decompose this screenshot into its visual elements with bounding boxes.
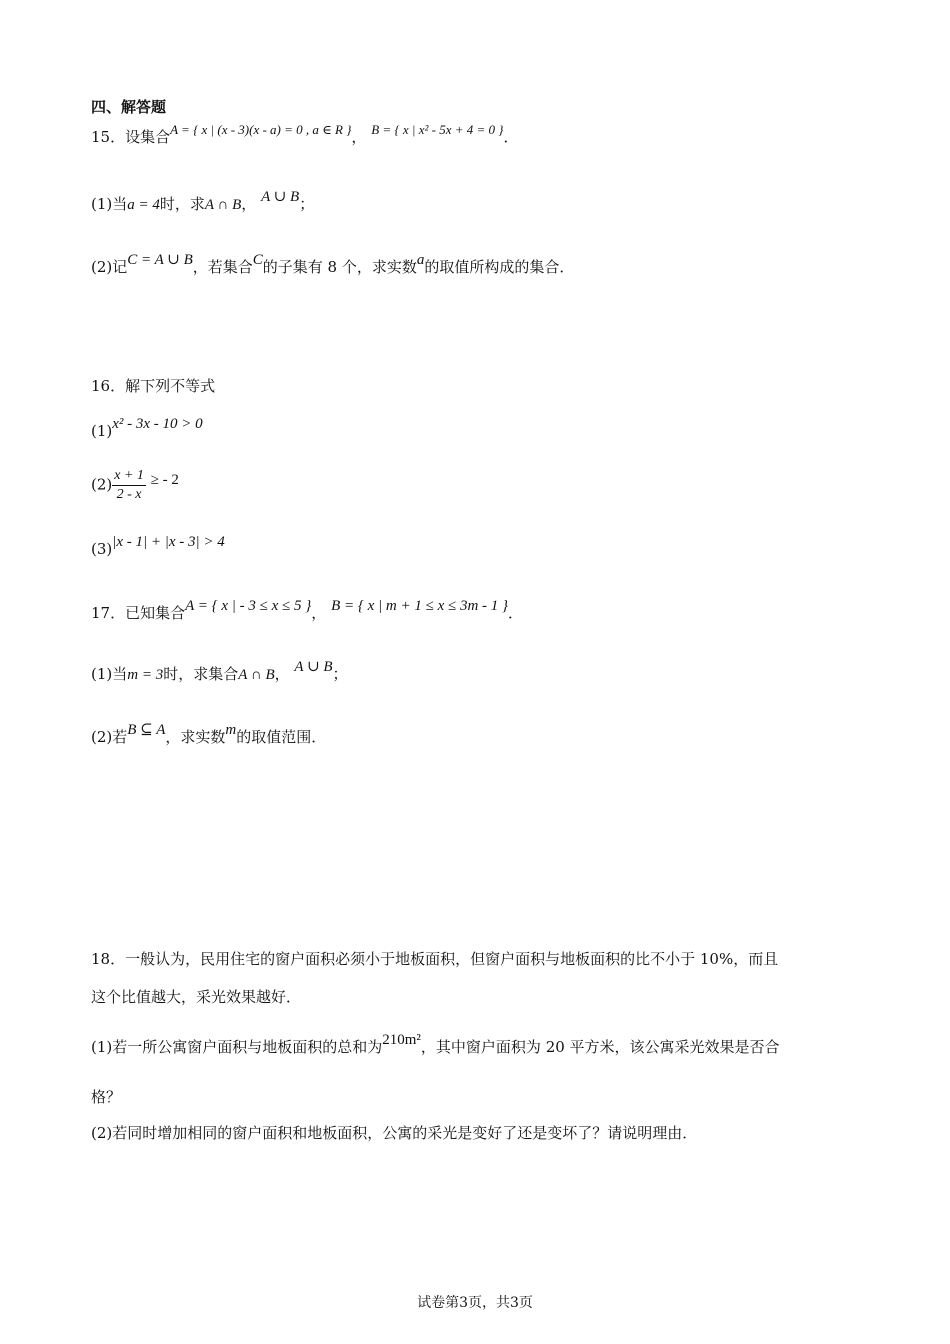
question-16-stem: 16．解下列不等式: [91, 377, 216, 395]
q17-p1-expr1: A ∩ B: [238, 667, 275, 683]
q16-p3-expr: |x - 1| + |x - 3| > 4: [112, 534, 225, 550]
q15-end: ．: [503, 128, 519, 146]
q16-p2-denominator: 2 - x: [116, 487, 142, 502]
q15-lead: 15．设集合: [91, 128, 171, 146]
q17-p2-m: m: [225, 722, 237, 738]
question-18-part-1: [91, 1032, 780, 1059]
question-15-part-2: [91, 252, 575, 279]
q17-p2-end: 的取值范围．: [236, 728, 327, 746]
q17-p1-end: ；: [332, 665, 348, 683]
q16-p2-numerator: x + 1: [112, 467, 146, 486]
q17-sep: ，: [311, 604, 327, 622]
question-18-line-2: 这个比值越大，采光效果越好．: [91, 988, 302, 1006]
q16-p3-label: (3): [91, 540, 113, 558]
q15-p2-def: C = A ∪ B: [127, 252, 193, 268]
q15-p1-prefix: (1)当: [91, 195, 128, 213]
question-16-part-1: [91, 416, 203, 443]
q16-p2-rhs: ≥ - 2: [150, 471, 179, 488]
question-15-part-1: [91, 189, 315, 216]
q17-p2-cond: B ⊆ A: [127, 722, 166, 738]
q15-p1-expr1: A ∩ B: [204, 197, 242, 213]
q18-p1-a: (1)若一所公寓窗户面积与地板面积的总和为: [91, 1038, 383, 1056]
section-title: 四、解答题: [91, 98, 167, 116]
q15-p1-end: ；: [299, 195, 315, 213]
q15-sep: ，: [351, 128, 367, 146]
page-footer: 试卷第3页，共3页: [417, 1295, 533, 1311]
q17-lead: 17．已知集合: [91, 604, 186, 622]
question-16-part-2: [91, 467, 179, 504]
q15-p1-cond: a = 4: [127, 197, 160, 213]
question-17-part-2: [91, 722, 327, 749]
q15-set-b: B = { x | x² - 5x + 4 = 0 }: [371, 122, 504, 137]
question-18-part-2: (2)若同时增加相同的窗户面积和地板面积，公寓的采光是变好了还是变坏了？请说明理由．: [91, 1124, 698, 1142]
q15-p2-rest: 的子集有 8 个，求实数: [262, 258, 417, 276]
q15-p2-mid: ，若集合: [192, 258, 253, 276]
q15-p2-a: a: [416, 252, 425, 268]
q17-set-b: B = { x | m + 1 ≤ x ≤ 3m - 1 }: [331, 598, 509, 614]
question-17-part-1: [91, 659, 348, 686]
q15-p2-prefix: (2)记: [91, 258, 128, 276]
q17-end: ．: [508, 604, 524, 622]
q17-p2-mid: ，求实数: [165, 728, 226, 746]
question-16-part-3: [91, 534, 225, 561]
q16-p1-label: (1): [91, 422, 113, 440]
q16-p2-fraction: [112, 467, 146, 504]
q15-p2-c: C: [252, 252, 263, 268]
question-18-part-1-cont: 格？: [91, 1088, 122, 1106]
q16-p1-expr: x² - 3x - 10 > 0: [112, 416, 203, 432]
q17-set-a: A = { x | - 3 ≤ x ≤ 5 }: [185, 598, 312, 614]
question-17-stem: [91, 598, 524, 625]
q17-p2-prefix: (2)若: [91, 728, 128, 746]
question-18-line-1: 18．一般认为，民用住宅的窗户面积必须小于地板面积，但窗户面积与地板面积的比不小于 10%，而且: [91, 950, 779, 968]
q15-p1-mid: 时，求: [159, 195, 205, 213]
question-15-stem: [91, 122, 519, 149]
q17-p1-prefix: (1)当: [91, 665, 128, 683]
q17-p1-mid: 时，求集合: [163, 665, 239, 683]
q15-p1-expr2: A ∪ B: [261, 189, 300, 205]
q18-p1-b: ，其中窗户面积为 20 平方米，该公寓采光效果是否合: [420, 1038, 780, 1056]
q15-p2-end: 的取值所构成的集合．: [424, 258, 575, 276]
q18-p1-val: 210m²: [382, 1032, 421, 1048]
q15-set-a: A = { x | (x - 3)(x - a) = 0 , a ∈ R }: [170, 122, 352, 137]
q17-p1-expr2: A ∪ B: [294, 659, 333, 675]
q16-p2-label: (2): [91, 475, 113, 494]
q15-p1-sep: ，: [241, 195, 257, 213]
q17-p1-cond: m = 3: [127, 667, 164, 683]
q17-p1-sep: ，: [274, 665, 290, 683]
